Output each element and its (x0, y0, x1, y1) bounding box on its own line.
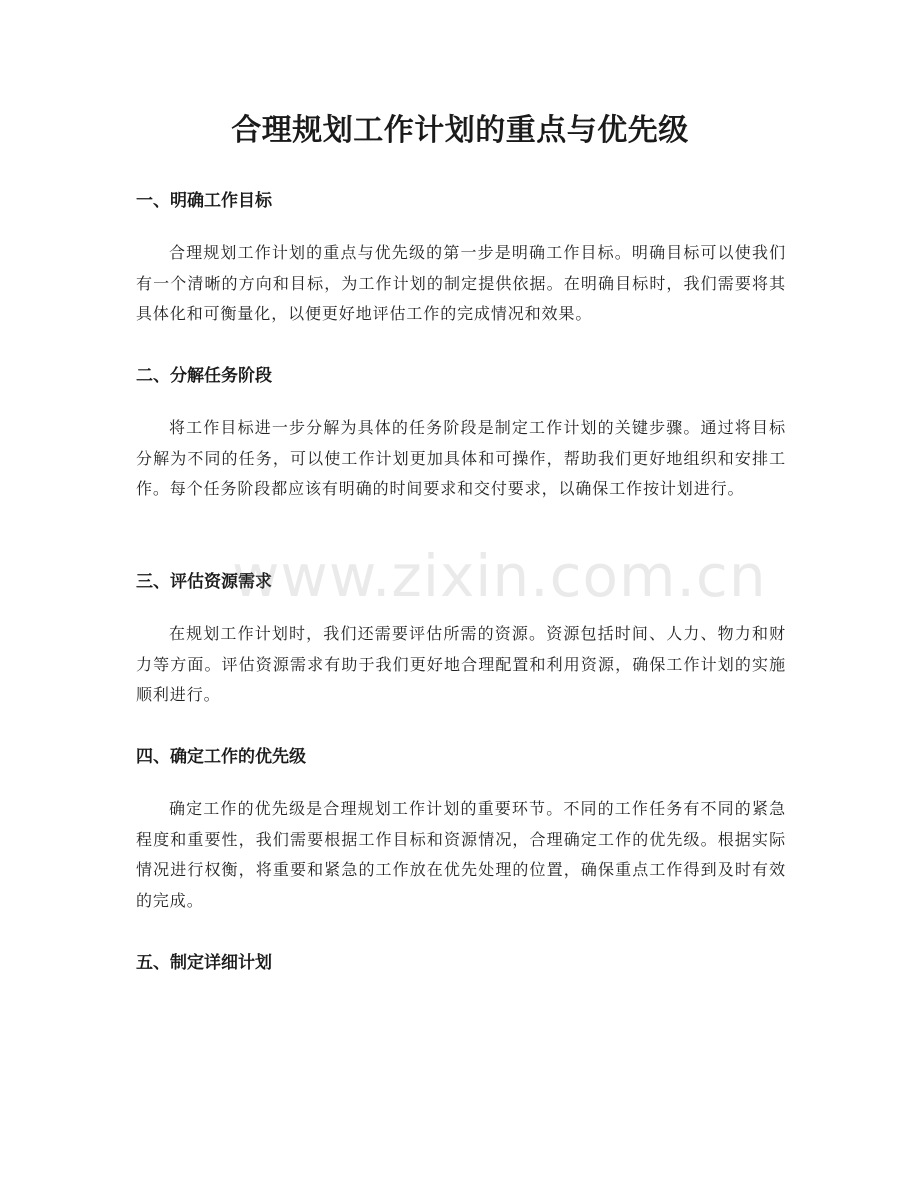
section-1-heading: 一、明确工作目标 (136, 191, 272, 211)
section-4-paragraph: 确定工作的优先级是合理规划工作计划的重要环节。不同的工作任务有不同的紧急程度和重要性，我们需要根据工作目标和资源情况，合理确定工作的优先级。根据实际情况进行权衡，将重要和紧急的工作放在优先处理的位置，确保重点工作得到及时有效的完成。 (136, 799, 786, 910)
section-4-heading: 四、确定工作的优先级 (136, 747, 306, 767)
watermark-text: www.zixin.com.cn (232, 542, 767, 610)
section-1 (136, 186, 786, 330)
spacer (136, 772, 786, 794)
section-5-heading: 五、制定详细计划 (136, 953, 272, 973)
section-3-heading: 三、评估资源需求 (136, 572, 272, 592)
section-5 (136, 948, 786, 978)
section-4 (136, 742, 786, 916)
section-3-paragraph: 在规划工作计划时，我们还需要评估所需的资源。资源包括时间、人力、物力和财力等方面。评估资源需求有助于我们更好地合理配置和利用资源，确保工作计划的实施顺利进行。 (136, 624, 786, 704)
section-2-heading: 二、分解任务阶段 (136, 366, 272, 386)
section-1-paragraph: 合理规划工作计划的重点与优先级的第一步是明确工作目标。明确目标可以使我们有一个清晰的方向和目标，为工作计划的制定提供依据。在明确目标时，我们需要将其具体化和可衡量化，以便更好地评估工作的完成情况和效果。 (136, 243, 786, 323)
section-2 (136, 361, 786, 505)
spacer (136, 391, 786, 413)
spacer (136, 216, 786, 238)
section-2-paragraph: 将工作目标进一步分解为具体的任务阶段是制定工作计划的关键步骤。通过将目标分解为不同的任务，可以使工作计划更加具体和可操作，帮助我们更好地组织和安排工作。每个任务阶段都应该有明确的时间要求和交付要求，以确保工作按计划进行。 (136, 418, 786, 498)
document-title: 合理规划工作计划的重点与优先级 (231, 113, 689, 148)
section-3 (136, 567, 786, 711)
spacer (136, 597, 786, 619)
